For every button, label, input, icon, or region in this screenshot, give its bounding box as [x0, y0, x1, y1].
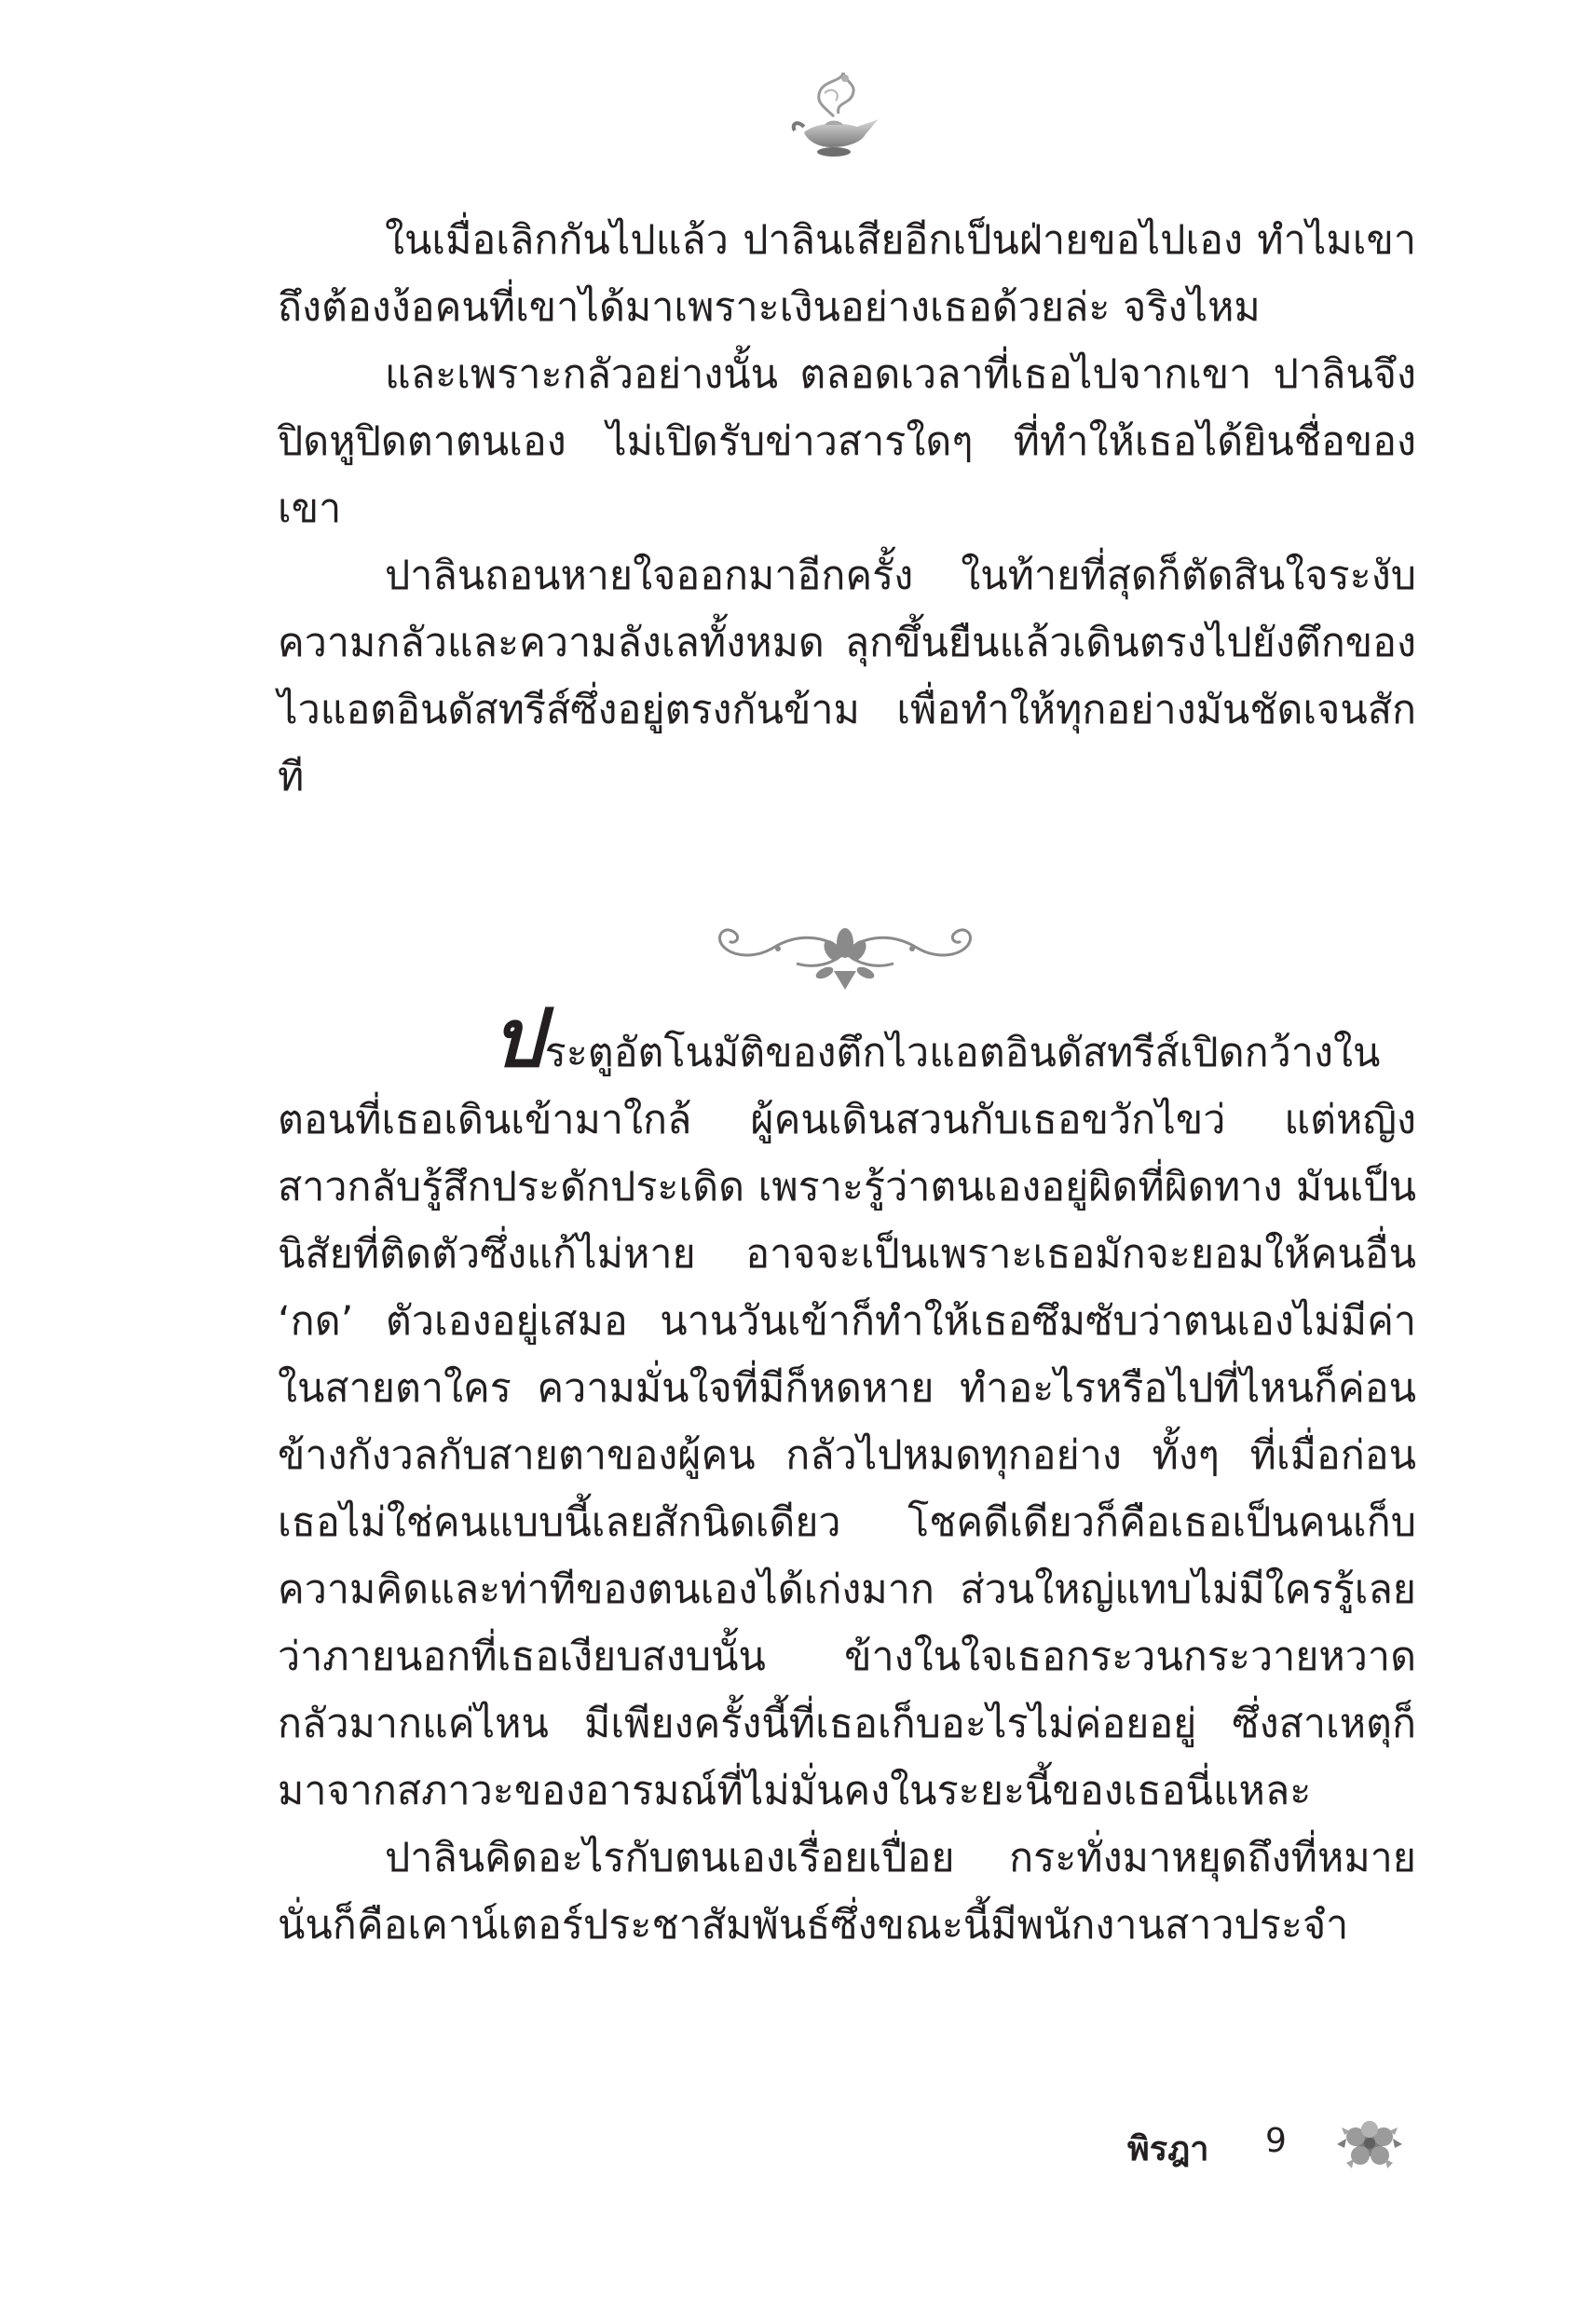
- paragraph: และเพราะกลัวอย่างนั้น ตลอดเวลาที่เธอไปจากเขา ปาลินจึงปิดหูปิดตาตนเอง ไม่เปิดรับข่าวสารใดๆ ที่ทำให้เธอได้ยินชื่อของเขา: [278, 351, 1416, 532]
- paragraph: ปาลินคิดอะไรกับตนเองเรื่อยเปื่อย กระทั่งมาหยุดถึงที่หมายนั่นก็คือเคาน์เตอร์ประชาสัมพันธ์ซึ่งขณะนี้มีพนักงานสาวประจำ: [278, 1835, 1416, 1949]
- section-1-text: [278, 207, 1416, 811]
- paragraph: ปาลินถอนหายใจออกมาอีกครั้ง ในท้ายที่สุดก็ตัดสินใจระงับความกลัวและความลังเลทั้งหมด ลุกขึ้นยืนแล้วเดินตรงไปยังตึกของไวแอตอินดัสทรีส์ซึ่งอยู่ตรงกันข้าม เพื่อทำให้ทุกอย่างมันชัดเจนสักที: [278, 553, 1416, 800]
- author-name: พิรฎา: [1127, 2130, 1209, 2168]
- page-number: 9: [1265, 2122, 1287, 2160]
- paragraph-body: ระตูอัตโนมัติของตึกไวแอตอินดัสทรีส์เปิดกว้างในตอนที่เธอเดินเข้ามาใกล้ ผู้คนเดินสวนกับเธอขวักไขว่ แต่หญิงสาวกลับรู้สึกประดักประเดิด เพราะรู้ว่าตนเองอยู่ผิดที่ผิดทาง มันเป็นนิสัยที่ติดตัวซึ่งแก้ไม่หาย อาจจะเป็นเพราะเธอมักจะยอมให้คนอื่น ‘กด’ ตัวเองอยู่เสมอ นานวันเข้าก็ทำให้เธอซึมซับว่าตนเองไม่มีค่าในสายตาใคร ความมั่นใจที่มีก็หดหาย ทำอะไรหรือไปที่ไหนก็ค่อนข้างกังวลกับสายตาของผู้คน กลัวไปหมดทุกอย่าง ทั้งๆ ที่เมื่อก่อนเธอไม่ใช่คนแบบนี้เลยสักนิดเดียว โชคดีเดียวก็คือเธอเป็นคนเก็บความคิดและท่าทีของตนเองได้เก่งมาก ส่วนใหญ่แทบไม่มีใครรู้เลยว่าภายนอกที่เธอเงียบสงบนั้น ข้างในใจเธอกระวนกระวายหวาดกลัวมากแค่ไหน มีเพียงครั้งนี้ที่เธอเก็บอะไรไม่ค่อยอยู่ ซึ่งสาเหตุก็มาจากสภาวะของอารมณ์ที่ไม่มั่นคงในระยะนี้ของเธอนี่แหละ: [278, 1030, 1416, 1814]
- floral-scroll-divider-icon: [685, 906, 1006, 999]
- section-2-text: [278, 992, 1416, 1959]
- paragraph: ในเมื่อเลิกกันไปแล้ว ปาลินเสียอีกเป็นฝ่ายขอไปเอง ทำไมเขาถึงต้องง้อคนที่เขาได้มาเพราะเงินอย่างเธอด้วยล่ะ จริงไหม: [278, 217, 1416, 331]
- paragraph: [278, 992, 1416, 1825]
- drop-cap: ป: [492, 992, 543, 1086]
- rose-icon: [1328, 2111, 1412, 2176]
- page-footer: [1099, 2111, 1435, 2185]
- genie-lamp-icon: [787, 65, 890, 168]
